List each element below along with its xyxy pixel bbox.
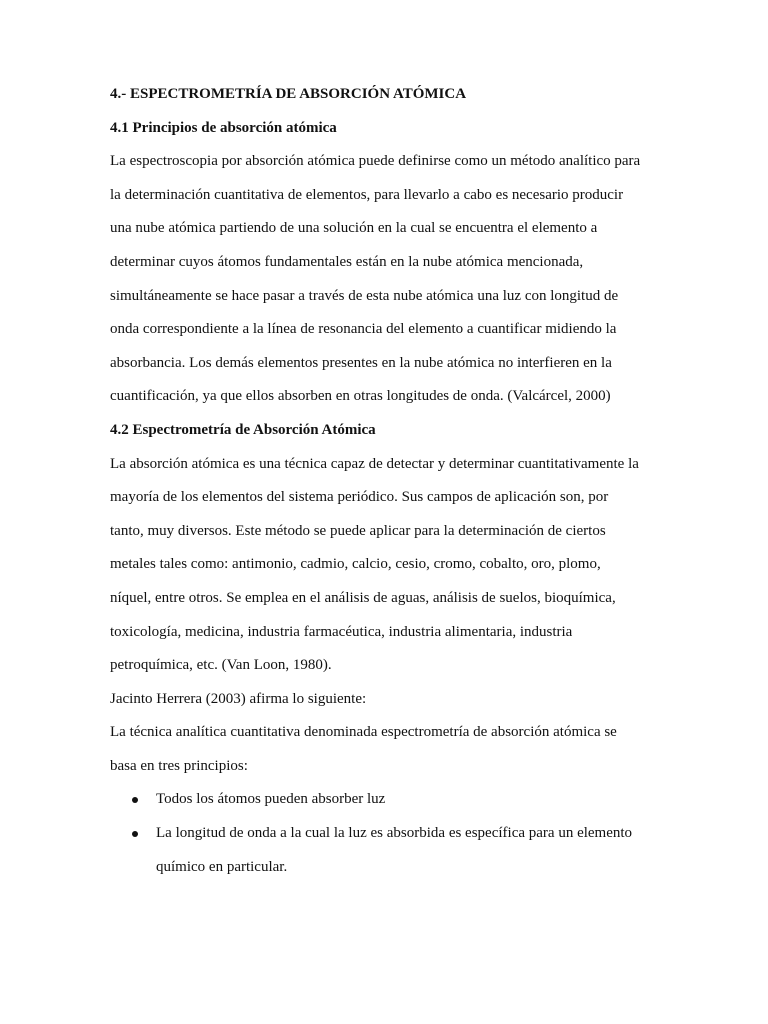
paragraph-line: basa en tres principios: [110, 757, 248, 774]
list-item-line: La longitud de onda a la cual la luz es absorbida es específica para un elemento [156, 825, 633, 842]
document-title: 4.- ESPECTROMETRÍA DE ABSORCIÓN ATÓMICA [110, 86, 467, 102]
list-item-line: químico en particular. [156, 858, 288, 875]
paragraph-line: onda correspondiente a la línea de resonancia del elemento a cuantificar midiendo la [110, 321, 617, 338]
paragraph-line: metales tales como: antimonio, cadmio, calcio, cesio, cromo, cobalto, oro, plomo, [110, 556, 601, 573]
paragraph-line: cuantificación, ya que ellos absorben en otras longitudes de onda. (Valcárcel, 2000) [110, 388, 611, 405]
paragraph-line: simultáneamente se hace pasar a través de esta nube atómica una luz con longitud de [110, 287, 619, 304]
paragraph-line: la determinación cuantitativa de elementos, para llevarlo a cabo es necesario producir [110, 186, 624, 203]
paragraph-line: tanto, muy diversos. Este método se puede aplicar para la determinación de ciertos [110, 522, 606, 539]
section-4-1-paragraph [110, 145, 670, 414]
list-item-line: Todos los átomos pueden absorber luz [156, 791, 386, 808]
document-page [110, 78, 670, 884]
paragraph-line: toxicología, medicina, industria farmacéutica, industria alimentaria, industria [110, 623, 573, 640]
section-heading-4-1: 4.1 Principios de absorción atómica [110, 119, 337, 136]
paragraph-line: níquel, entre otros. Se emplea en el análisis de aguas, análisis de suelos, bioquímica, [110, 589, 616, 606]
section-heading-4-2: 4.2 Espectrometría de Absorción Atómica [110, 421, 376, 438]
principles-list [110, 783, 670, 884]
list-item [110, 783, 670, 817]
bullet-icon [132, 797, 138, 803]
paragraph-line: La técnica analítica cuantitativa denominada espectrometría de absorción atómica se [110, 724, 617, 741]
paragraph-line: La espectroscopia por absorción atómica puede definirse como un método analítico para [110, 153, 641, 170]
bullet-icon [132, 831, 138, 837]
paragraph-line: mayoría de los elementos del sistema periódico. Sus campos de aplicación son, por [110, 489, 609, 506]
paragraph-line: determinar cuyos átomos fundamentales están en la nube atómica mencionada, [110, 253, 584, 270]
quote-intro: Jacinto Herrera (2003) afirma lo siguiente: [110, 690, 367, 707]
paragraph-line: La absorción atómica es una técnica capaz de detectar y determinar cuantitativamente la [110, 455, 639, 472]
paragraph-line: absorbancia. Los demás elementos presentes en la nube atómica no interfieren en la [110, 354, 612, 371]
quote-paragraph [110, 716, 670, 783]
list-item [110, 817, 670, 884]
section-4-2-paragraph [110, 448, 670, 683]
paragraph-line: una nube atómica partiendo de una solución en la cual se encuentra el elemento a [110, 220, 598, 237]
paragraph-line: petroquímica, etc. (Van Loon, 1980). [110, 657, 332, 674]
